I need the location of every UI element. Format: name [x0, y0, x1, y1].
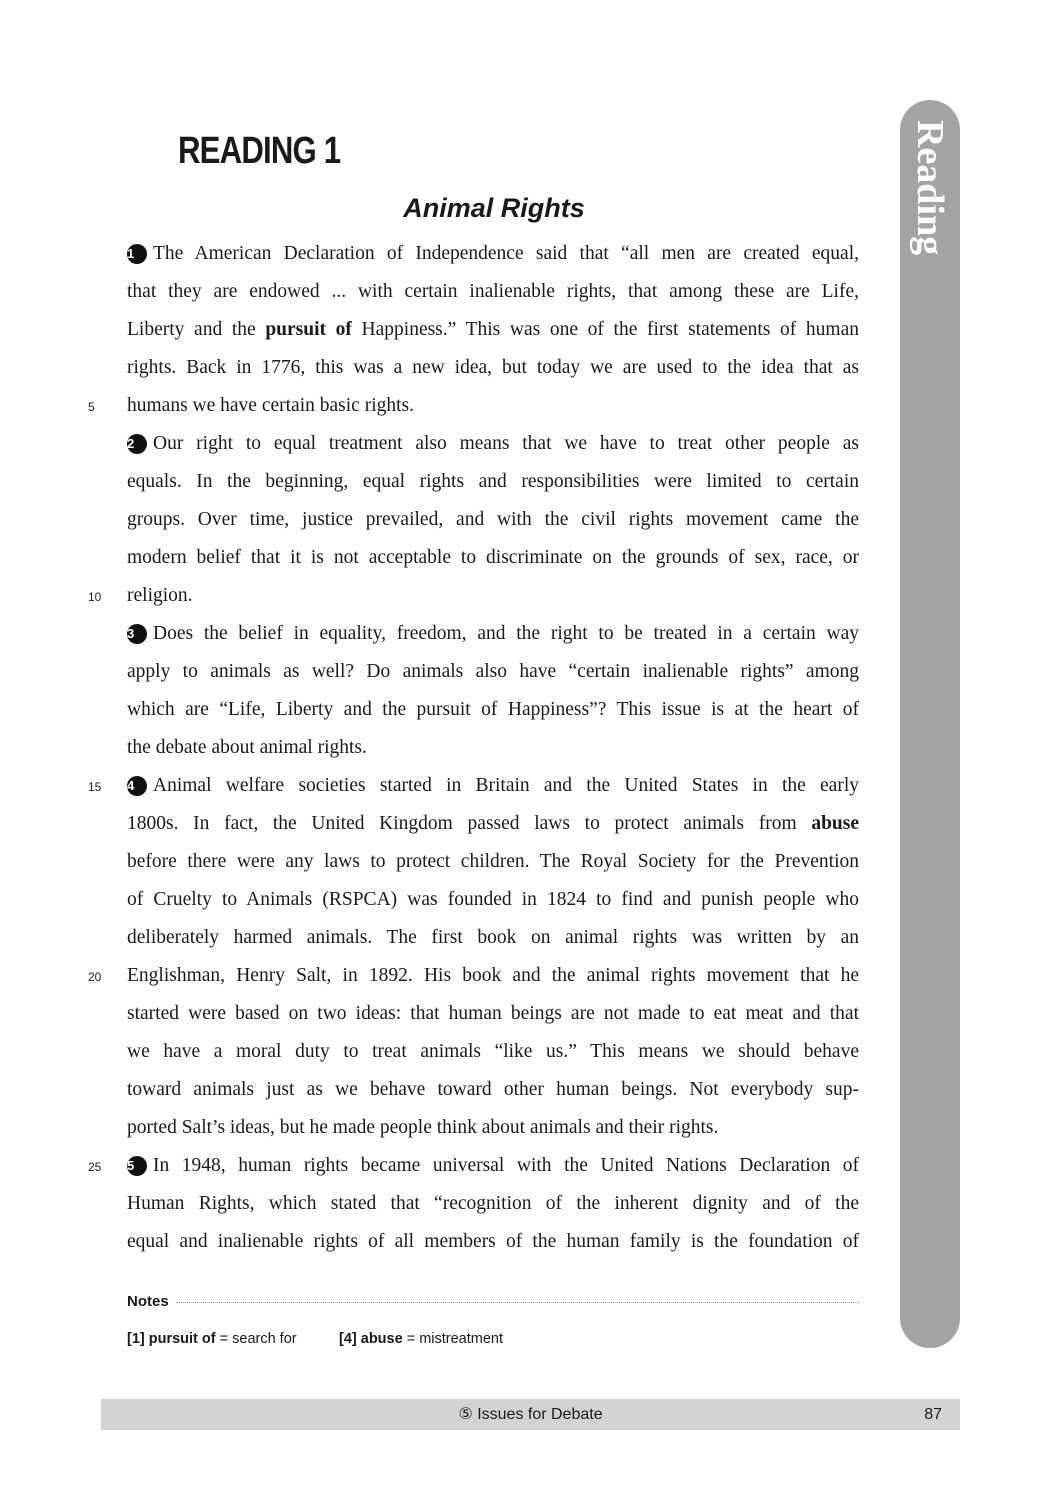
text-line: modern belief that it is not acceptable to discriminate on the grounds of sex, race, or — [127, 547, 859, 568]
line-number: 10 — [88, 590, 102, 604]
line-number: 5 — [88, 400, 95, 414]
text-line: before there were any laws to protect children. The Royal Society for the Prevention — [127, 851, 859, 872]
notes-divider — [176, 1302, 860, 1303]
notes-heading: Notes — [127, 1293, 169, 1310]
text-line: toward animals just as we behave toward other human beings. Not everybody sup- — [127, 1079, 859, 1100]
text-line: which are “Life, Liberty and the pursuit of Happiness”? This issue is at the heart of — [127, 699, 859, 720]
text-line: 1 The American Declaration of Independence said that “all men are created equal, — [127, 243, 859, 264]
footer-section-title: ⑤ Issues for Debate — [458, 1406, 603, 1423]
note-item: [1] pursuit of = search for — [127, 1331, 297, 1347]
paragraph-marker: 3 — [127, 624, 147, 644]
footer-bar — [101, 1399, 960, 1430]
text-line: Englishman, Henry Salt, in 1892. His book and the animal rights movement that he — [127, 965, 859, 986]
text-line: groups. Over time, justice prevailed, and with the civil rights movement came the — [127, 509, 859, 530]
article-title: Animal Rights — [403, 193, 585, 223]
text-line: that they are endowed ... with certain inalienable rights, that among these are Life, — [127, 281, 859, 302]
text-line: equal and inalienable rights of all members of the human family is the foundation of — [127, 1231, 859, 1252]
text-line: Liberty and the pursuit of Happiness.” This was one of the first statements of human — [127, 319, 860, 340]
text-line: 5 In 1948, human rights became universal with the United Nations Declaration of — [127, 1155, 859, 1176]
text-line: deliberately harmed animals. The first book on animal rights was written by an — [127, 927, 859, 948]
side-tab — [900, 100, 960, 1348]
line-number: 25 — [88, 1160, 102, 1174]
text-line: rights. Back in 1776, this was a new idea, but today we are used to the idea that as — [127, 357, 859, 378]
side-tab-label: Reading — [909, 120, 951, 256]
line-number: 15 — [88, 780, 102, 794]
text-line: started were based on two ideas: that human beings are not made to eat meat and that — [127, 1003, 859, 1024]
text-line: religion. — [127, 585, 193, 606]
text-line: Human Rights, which stated that “recognition of the inherent dignity and of the — [127, 1193, 859, 1214]
paragraph-marker: 5 — [127, 1156, 147, 1176]
paragraph-marker: 1 — [127, 244, 147, 264]
text-line: equals. In the beginning, equal rights and responsibilities were limited to certain — [127, 471, 859, 492]
paragraph-marker: 2 — [127, 434, 147, 454]
text-line: apply to animals as well? Do animals also have “certain inalienable rights” among — [127, 661, 859, 682]
text-line: of Cruelty to Animals (RSPCA) was founded in 1824 to find and punish people who — [127, 889, 859, 910]
text-line: the debate about animal rights. — [127, 737, 367, 758]
glossary-term: pursuit of — [265, 319, 352, 340]
text-line: 1800s. In fact, the United Kingdom passed laws to protect animals from abuse — [127, 813, 859, 834]
text-line: ported Salt’s ideas, but he made people think about animals and their rights. — [127, 1117, 719, 1138]
glossary-term: abuse — [811, 813, 859, 834]
reading-label: READING 1 — [178, 130, 341, 172]
text-line: 3 Does the belief in equality, freedom, and the right to be treated in a certain way — [127, 623, 859, 644]
text-line: humans we have certain basic rights. — [127, 395, 414, 416]
line-number: 20 — [88, 970, 102, 984]
text-line: 2 Our right to equal treatment also means that we have to treat other people as — [127, 433, 859, 454]
page-number: 87 — [924, 1406, 942, 1423]
note-item: [4] abuse = mistreatment — [339, 1331, 503, 1347]
text-line: 4 Animal welfare societies started in Britain and the United States in the early — [127, 775, 859, 796]
paragraph-marker: 4 — [127, 776, 147, 796]
text-line: we have a moral duty to treat animals “like us.” This means we should behave — [127, 1041, 859, 1062]
